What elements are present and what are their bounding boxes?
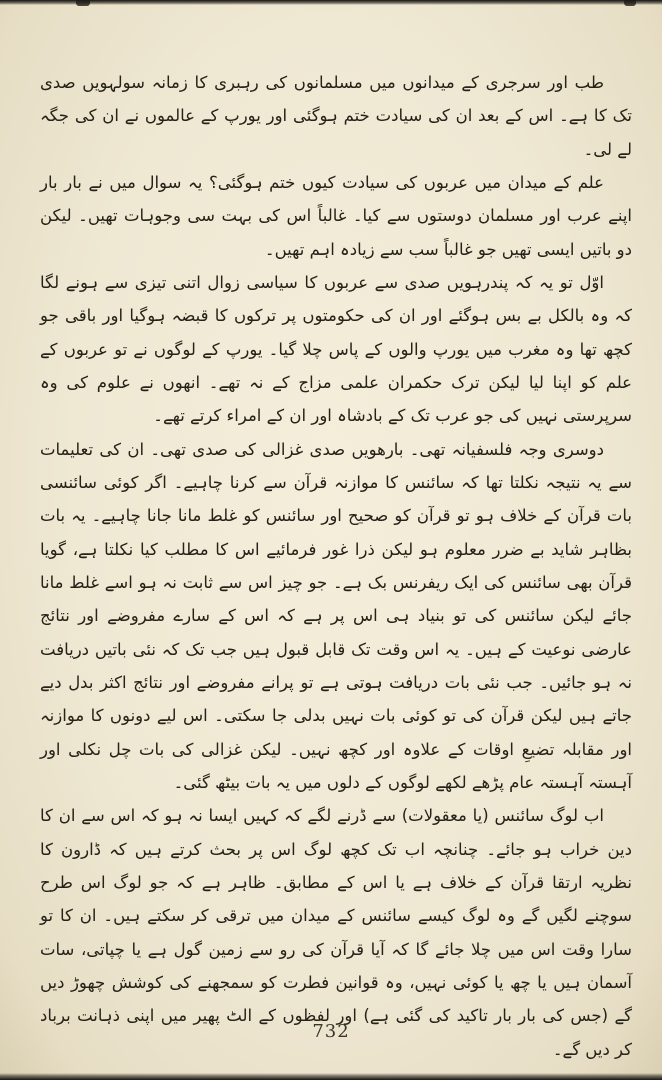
paragraph: دوسری وجہ فلسفیانہ تھی۔ بارھویں صدی غزالی کی صدی تھی۔ ان کی تعلیمات سے یہ نتیجہ نکلتا تھا کہ سائنس کا موازنہ قرآن سے کرنا چاہیے۔ اگر کوئی سائنسی بات قرآن کے خلاف ہو تو قرآن کو صحیح اور سائنس کو غلط مانا جانا چاہیے۔ یہ بات بظاہر شاید بے ضرر معلوم ہو لیکن ذرا غور فرمائیے اس کا مطلب کیا نکلتا ہے، گویا قرآن بھی سائنس کی ایک ریفرنس بک ہے۔ جو چیز اس سے ثابت نہ ہو اسے غلط مانا جائے لیکن سائنس کی تو بنیاد ہی اس پر ہے کہ اس کے سارے مفروضے اور نتائج عارضی نوعیت کے ہیں۔ یہ اس وقت تک قابل قبول ہیں جب تک کہ نئی باتیں دریافت نہ ہو جائیں۔ جب نئی بات دریافت ہوتی ہے تو پرانے مفروضے اور نتائج اکثر بدل دیے جاتے ہیں لیکن قرآن کی تو کوئی بات نہیں بدلی جا سکتی۔ اس لیے دونوں کا موازنہ اور مقابلہ تضیعِ اوقات کے علاوہ اور کچھ نہیں۔ لیکن غزالی کی بات چل نکلی اور آہستہ آہستہ عام پڑھے لکھے لوگوں کے دلوں میں یہ بات بیٹھ گئی۔ xyxy=(40,439,632,792)
paragraph: طب اور سرجری کے میدانوں میں مسلمانوں کی رہبری کا زمانہ سولہویں صدی تک کا ہے۔ اس کے بعد ان کی سیادت ختم ہوگئی اور یورپ کے عالموں نے ان کی جگہ لے لی۔ xyxy=(40,73,632,159)
scan-edge-top xyxy=(0,0,662,5)
page-number: 732 xyxy=(312,1021,350,1042)
scan-edge-bottom xyxy=(0,1073,662,1080)
scan-artifact-left xyxy=(76,0,90,6)
paragraph: اب لوگ سائنس (یا معقولات) سے ڈرنے لگے کہ کہیں ایسا نہ ہو کہ اس سے ان کا دین خراب ہو جائے۔ چنانچہ اب تک کچھ لوگ اس پر بحث کرتے ہیں کہ ڈارون کا نظریہ ارتقا قرآن کے خلاف ہے یا اس کے مطابق۔ ظاہر ہے کہ جو لوگ اس طرح سوچنے لگیں گے وہ لوگ کیسے سائنس کے میدان میں ترقی کر سکتے ہیں۔ ان کا تو سارا وقت اس میں چلا جائے گا کہ آیا قرآن کی رو سے زمین گول ہے یا چپاتی، سات آسمان ہیں یا چھ یا کوئی نہیں، وہ قوانین فطرت کو سمجھنے کی کوشش چھوڑ دیں گے (جس کی بار بار تاکید کی گئی ہے) اور لفظوں کے الٹ پھیر میں اپنی ذہانت برباد کر دیں گے۔ xyxy=(40,806,632,1059)
page-text xyxy=(40,66,632,1066)
paragraph: اوّل تو یہ کہ پندرہویں صدی سے عربوں کا سیاسی زوال اتنی تیزی سے ہونے لگا کہ وہ بالکل بے بس ہوگئے اور ان کی حکومتوں پر ترکوں کا قبضہ ہوگیا اور باقی جو کچھ تھا وہ مغرب میں یورپ والوں کے پاس چلا گیا۔ یورپ کے لوگوں نے تو عربوں کے علم کو اپنا لیا لیکن ترک حکمران علمی مزاج کے نہ تھے۔ انھوں نے علوم کی وہ سرپرستی نہیں کی جو عرب تک کے بادشاہ اور ان کے امراء کرتے تھے۔ xyxy=(40,272,632,426)
scan-artifact-right xyxy=(624,0,636,6)
paragraph: علم کے میدان میں عربوں کی سیادت کیوں ختم ہوگئی؟ یہ سوال میں نے بار بار اپنے عرب اور مسلمان دوستوں سے کیا۔ غالباً اس کی بہت سی وجوہات تھیں۔ لیکن دو باتیں ایسی تھیں جو غالباً سب سے زیادہ اہم تھیں۔ xyxy=(40,172,632,259)
